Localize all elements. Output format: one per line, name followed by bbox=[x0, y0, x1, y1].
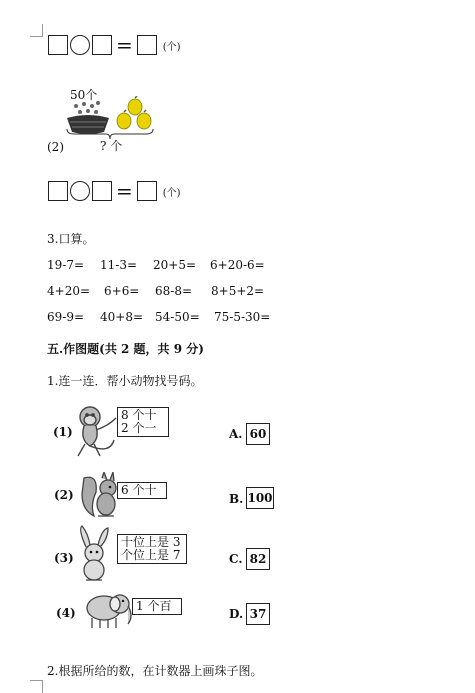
clue-line: 1 个百 bbox=[136, 599, 172, 613]
answer-letter: B. bbox=[229, 492, 244, 506]
section-title: 3.口算。 bbox=[47, 232, 95, 246]
item-number: (2) bbox=[54, 488, 74, 502]
clue-line: 十位上是 3 bbox=[121, 535, 181, 549]
elephant-icon bbox=[84, 590, 134, 630]
page-corner-mark bbox=[30, 24, 43, 37]
calc-item: 20+5= bbox=[153, 258, 197, 272]
calc-item: 6+20-6= bbox=[210, 258, 265, 272]
question-label: ? 个 bbox=[100, 139, 123, 153]
clue-line: 6 个十 bbox=[121, 483, 157, 497]
equals-sign: = bbox=[116, 179, 133, 203]
pears-icon bbox=[114, 96, 156, 132]
operator-circle[interactable] bbox=[70, 35, 90, 55]
blank-box[interactable] bbox=[48, 181, 68, 201]
blank-box[interactable] bbox=[137, 181, 157, 201]
clue-box bbox=[117, 482, 167, 499]
answer-letter: D. bbox=[229, 607, 244, 621]
clue-line: 8 个十 bbox=[121, 408, 157, 422]
clue-box bbox=[117, 534, 187, 564]
fruit-count-label: 50个 bbox=[70, 88, 98, 102]
blank-box[interactable] bbox=[137, 35, 157, 55]
answer-number-box[interactable]: 82 bbox=[246, 548, 270, 570]
blank-box[interactable] bbox=[48, 35, 68, 55]
answer-letter: C. bbox=[229, 552, 243, 566]
answer-number-box[interactable]: 37 bbox=[246, 603, 270, 625]
answer-letter: A. bbox=[229, 427, 243, 441]
calc-item: 54-50= bbox=[155, 310, 200, 324]
equation-template-1 bbox=[48, 33, 181, 57]
question-title: 1.连一连．帮小动物找号码。 bbox=[47, 374, 203, 388]
calc-item: 69-9= bbox=[47, 310, 85, 324]
monkey-icon bbox=[70, 404, 122, 460]
item-number: (1) bbox=[53, 425, 73, 439]
calc-item: 19-7= bbox=[47, 258, 85, 272]
calc-item: 75-5-30= bbox=[214, 310, 271, 324]
calc-item: 6+6= bbox=[104, 284, 140, 298]
item-number: (3) bbox=[54, 551, 74, 565]
unit-label: (个) bbox=[162, 41, 181, 53]
equation-template-2 bbox=[48, 179, 181, 203]
calc-item: 11-3= bbox=[100, 258, 138, 272]
clue-box bbox=[132, 598, 182, 615]
rabbit-icon bbox=[76, 525, 116, 583]
problem-number: (2) bbox=[47, 140, 64, 154]
answer-number-box[interactable]: 100 bbox=[246, 487, 274, 509]
clue-box bbox=[117, 407, 169, 437]
item-number: (4) bbox=[56, 606, 76, 620]
page-corner-mark bbox=[30, 680, 43, 693]
calc-item: 68-8= bbox=[155, 284, 193, 298]
calc-item: 8+5+2= bbox=[211, 284, 265, 298]
operator-circle[interactable] bbox=[70, 181, 90, 201]
clue-line: 2 个一 bbox=[121, 421, 157, 435]
question-title: 2.根据所给的数，在计数器上画珠子图。 bbox=[47, 664, 263, 678]
section-heading: 五.作图题(共 2 题，共 9 分) bbox=[47, 342, 204, 356]
equals-sign: = bbox=[116, 33, 133, 57]
blank-box[interactable] bbox=[92, 181, 112, 201]
calc-item: 4+20= bbox=[47, 284, 91, 298]
clue-line: 个位上是 7 bbox=[121, 548, 181, 562]
unit-label: (个) bbox=[162, 187, 181, 199]
blank-box[interactable] bbox=[92, 35, 112, 55]
answer-number-box[interactable]: 60 bbox=[246, 423, 270, 445]
calc-item: 40+8= bbox=[100, 310, 144, 324]
